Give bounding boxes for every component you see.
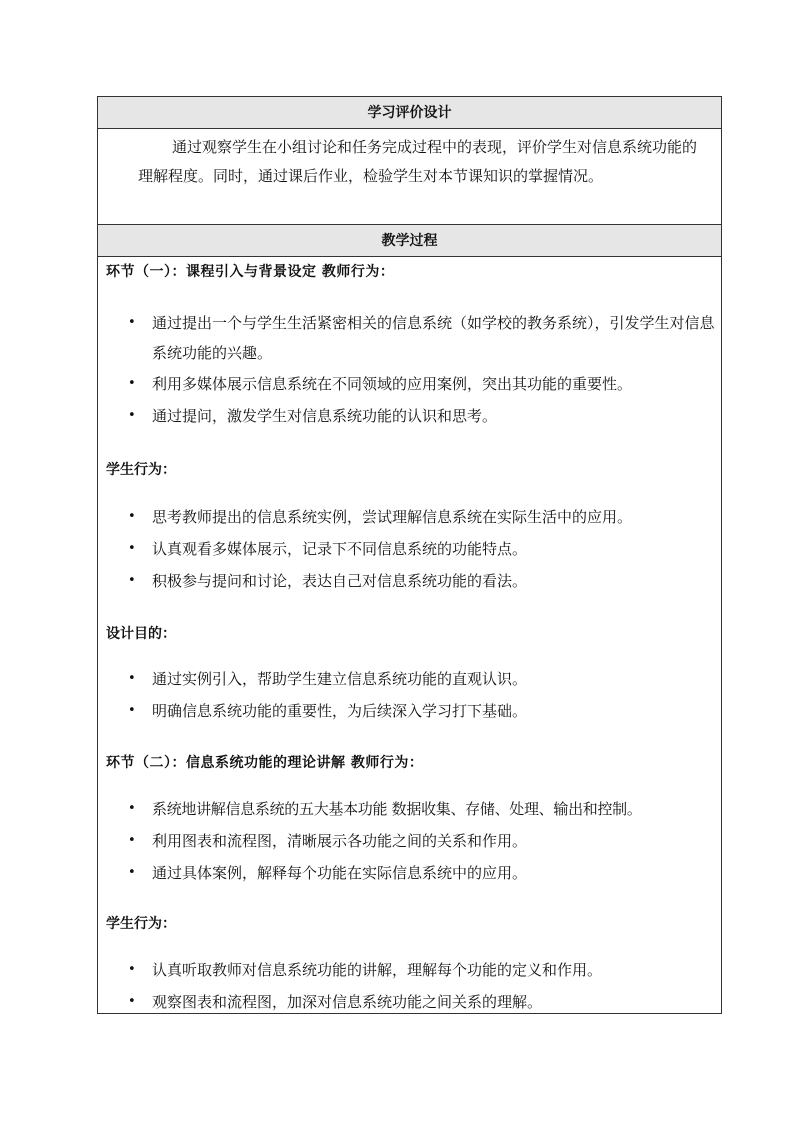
list-item: • 通过具体案例，解释每个功能在实际信息系统中的应用。 xyxy=(128,857,715,889)
eval-text: 通过观察学生在小组讨论和任务完成过程中的表现，评价学生对信息系统功能的理解程度。同时，通过课后作业，检验学生对本节课知识的掌握情况。 xyxy=(138,138,698,185)
list-item: • 系统地讲解信息系统的五大基本功能 数据收集、存储、处理、输出和控制。 xyxy=(128,793,715,825)
list-item: • 通过提出一个与学生生活紧密相关的信息系统（如学校的教务系统），引发学生对信息系统功能的兴趣。 xyxy=(128,308,715,368)
list-item: • 思考教师提出的信息系统实例，尝试理解信息系统在实际生活中的应用。 xyxy=(128,501,715,533)
list-item: • 明确信息系统功能的重要性，为后续深入学习打下基础。 xyxy=(128,695,715,727)
section2-student-label: 学生行为： xyxy=(106,916,176,932)
section1-purpose-label: 设计目的： xyxy=(106,626,176,642)
section1-student-label: 学生行为： xyxy=(106,462,176,478)
section1-title: 环节（一）：课程引入与背景设定 教师行为： xyxy=(106,264,395,280)
section1-teacher-list xyxy=(128,308,715,432)
list-item: • 利用图表和流程图，清晰展示各功能之间的关系和作用。 xyxy=(128,825,715,857)
section2-title: 环节（二）：信息系统功能的理论讲解 教师行为： xyxy=(106,755,424,771)
list-item: • 通过实例引入，帮助学生建立信息系统功能的直观认识。 xyxy=(128,663,715,695)
eval-cell xyxy=(98,129,721,225)
section1-purpose-list xyxy=(128,663,715,727)
list-item: • 积极参与提问和讨论，表达自己对信息系统功能的看法。 xyxy=(128,565,715,597)
section1-student-list xyxy=(128,501,715,597)
list-item: • 观察图表和流程图，加深对信息系统功能之间关系的理解。 xyxy=(128,986,715,1018)
section2-teacher-list xyxy=(128,793,715,889)
list-item: • 利用多媒体展示信息系统在不同领域的应用案例，突出其功能的重要性。 xyxy=(128,368,715,400)
document-table xyxy=(97,96,722,1014)
process-header: 教学过程 xyxy=(98,225,721,257)
list-item: • 通过提问，激发学生对信息系统功能的认识和思考。 xyxy=(128,400,715,432)
list-item: • 认真观看多媒体展示，记录下不同信息系统的功能特点。 xyxy=(128,533,715,565)
eval-header: 学习评价设计 xyxy=(98,97,721,129)
list-item: • 认真听取教师对信息系统功能的讲解，理解每个功能的定义和作用。 xyxy=(128,954,715,986)
section2-student-list xyxy=(128,954,715,1018)
